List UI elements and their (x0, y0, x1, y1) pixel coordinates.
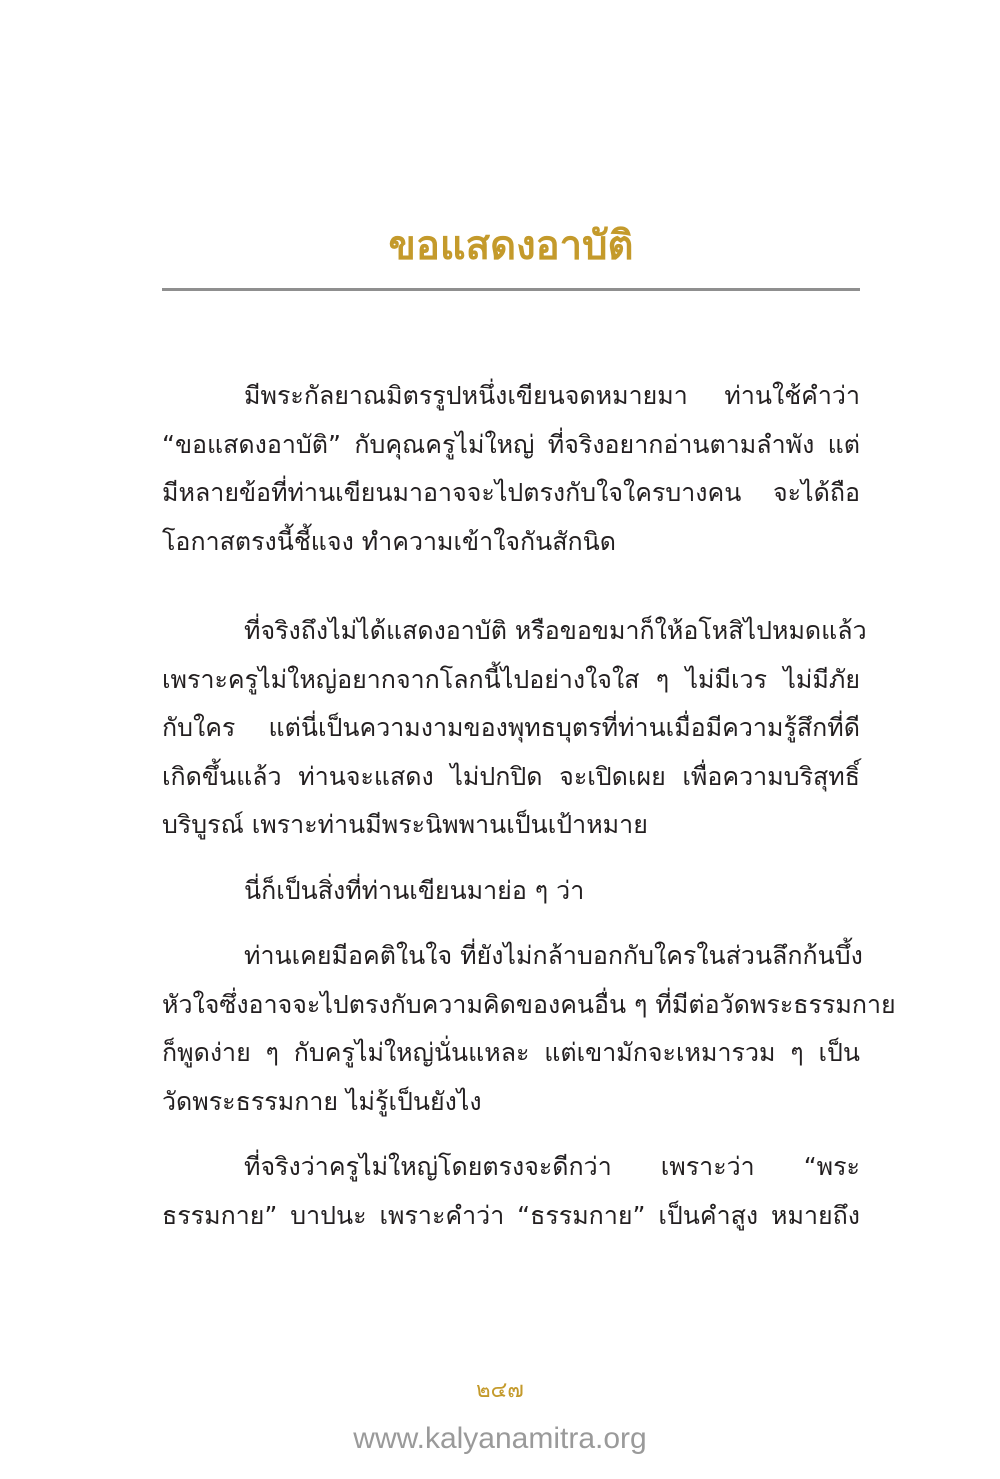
text-line: ที่จริงว่าครูไม่ใหญ่โดยตรงจะดีกว่า เพราะว่า “พระ (244, 1152, 860, 1181)
paragraph-gap (162, 566, 860, 607)
paragraph-gap (162, 915, 860, 932)
paragraph-4 (162, 932, 896, 1126)
paragraph-2 (162, 607, 867, 850)
text-line: หัวใจซึ่งอาจจะไปตรงกับความคิดของคนอื่น ๆ ที่มีต่อวัดพระธรรมกาย (162, 989, 896, 1019)
body-text (162, 372, 896, 1240)
text-line: ท่านเคยมีอคติในใจ ที่ยังไม่กล้าบอกกับใครในส่วนลึกก้นบึ้ง (244, 941, 863, 970)
paragraph-3 (162, 867, 860, 916)
page-number: ๒๔๗ (476, 1378, 524, 1403)
text-line: เกิดขึ้นแล้ว ท่านจะแสดง ไม่ปกปิด จะเปิดเผย เพื่อความบริสุทธิ์ (162, 761, 860, 791)
footer-url[interactable]: www.kalyanamitra.org (353, 1422, 647, 1455)
text-line: มีพระกัลยาณมิตรรูปหนึ่งเขียนจดหมายมา ท่านใช้คำว่า (244, 381, 860, 410)
paragraph-gap (162, 1126, 860, 1143)
text-line: ธรรมกาย” บาปนะ เพราะคำว่า “ธรรมกาย” เป็นคำสูง หมายถึง (162, 1200, 860, 1230)
text-line: ก็พูดง่าย ๆ กับครูไม่ใหญ่นั่นแหละ แต่เขามักจะเหมารวม ๆ เป็น (162, 1038, 860, 1067)
text-line: เพราะครูไม่ใหญ่อยากจากโลกนี้ไปอย่างใจใส ๆ ไม่มีเวร ไม่มีภัย (162, 664, 860, 694)
paragraph-5 (162, 1143, 860, 1240)
paragraph-gap (162, 850, 860, 867)
text-line: ที่จริงถึงไม่ได้แสดงอาบัติ หรือขอขมาก็ให้อโหสิไปหมดแล้ว (244, 616, 867, 645)
text-line: นี่ก็เป็นสิ่งที่ท่านเขียนมาย่อ ๆ ว่า (244, 875, 585, 905)
page-title: ขอแสดงอาบัติ (388, 223, 634, 269)
text-line: กับใคร แต่นี่เป็นความงามของพุทธบุตรที่ท่านเมื่อมีความรู้สึกที่ดี (162, 713, 860, 742)
text-line: มีหลายข้อที่ท่านเขียนมาอาจจะไปตรงกับใจใครบางคน จะได้ถือ (162, 478, 860, 507)
title-divider (162, 288, 860, 291)
text-line: โอกาสตรงนี้ชี้แจง ทำความเข้าใจกันสักนิด (162, 526, 616, 556)
text-line: บริบูรณ์ เพราะท่านมีพระนิพพานเป็นเป้าหมาย (162, 810, 648, 839)
text-line: วัดพระธรรมกาย ไม่รู้เป็นยังไง (162, 1086, 482, 1116)
paragraph-1 (162, 372, 860, 566)
text-line: “ขอแสดงอาบัติ” กับคุณครูไม่ใหญ่ ที่จริงอยากอ่านตามลำพัง แต่ (162, 429, 860, 459)
